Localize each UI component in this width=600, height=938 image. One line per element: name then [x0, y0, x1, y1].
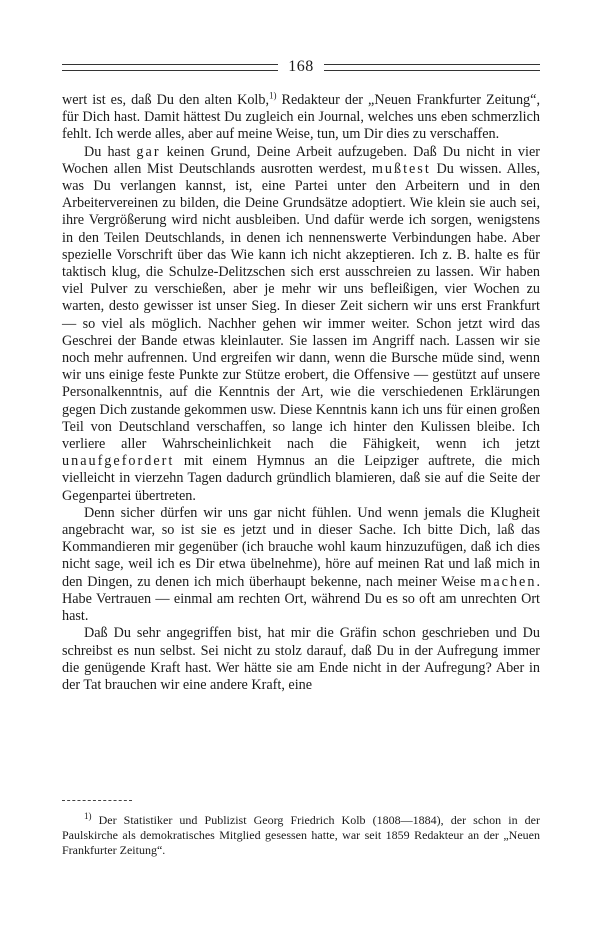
paragraph-3 [62, 505, 540, 625]
header-rule-right [324, 64, 540, 71]
emphasis-text: machen [480, 573, 537, 590]
paragraph-text: Redakteur der „Neuen Frankfurter Zeitung“, für Dich hast. Damit hättest Du zugleich ein Journal, welches uns eben schmerzlich fehlt. Ich werde alles, aber auf meine Weise, tun, um Dir dies zu verschaffen. [62, 92, 540, 143]
paragraph-text: Du wissen. Alles, was Du verlangen kannst, ist, eine Partei unter den Arbeitern und in den Arbeitervereinen zu bilden, die Deine Grundsätze adoptiert. Wie klein sie auch sei, ihre Vergrößerung wird nicht ausbleiben. Und dafür werde ich sorgen, wenigstens in den Teilen Deutschlands, in denen ich nennenswerte Verbindungen habe. Aber spezielle Vorschrift über das Wie kann ich nicht akzeptieren. Ich z. B. halte es für taktisch klug, die Schulze-Delitzschen sich erst ausschreien zu lassen. Wir haben viel Pulver zu verschießen, aber je mehr wir uns befleißigen, vier Wochen zu warten, desto gewisser ist unser Sieg. In dieser Zeit sichern wir uns erst Frankfurt — so viel als möglich. Nachher gehen wir immer weiter. Schon jetzt wird das Geschrei der Bande etwas kleinlauter. Sie lassen im Angriff nach. Lassen wir sie noch mehr aufrennen. Und ergreifen wir dann, wenn die Bursche müde sind, wenn wir uns einige feste Punkte zur Stütze erobert, die Offensive — gestützt auf unsere Personalkenntnis, auf die Kenntnis der Art, wie die verschiedenen Erklärungen gegen Dich zustande gekommen usw. Diese Kenntnis kann ich uns für einen großen Teil von Deutschland verschaffen, so lange ich hinter den Kulissen bleibe. Ich verliere aller Wahrscheinlichkeit nach die Fähigkeit, wenn ich jetzt [62, 160, 540, 453]
body-text [62, 92, 540, 694]
paragraph-text: wert ist es, daß Du den alten Kolb, [62, 92, 270, 108]
footnote-reference: 1) [269, 90, 277, 101]
footnote-marker: 1) [84, 811, 92, 821]
paragraph-text: Denn sicher dürfen wir uns gar nicht fühlen. Und wenn jemals die Klugheit angebracht war, so ist sie es jetzt und in dieser Sache. Ich bitte Dich, laß das Kommandieren mir gegenüber (ich brauche wohl kaum hinzuzufügen, daß ich dies nicht sage, weil ich es Dir etwa übelnehme), höre auf meinen Rat und laß mich in den Dingen, zu denen ich mich überhaupt bekenne, nach meiner Weise [62, 504, 540, 590]
footnote-divider [62, 800, 132, 801]
page-header [62, 56, 540, 78]
footnote [62, 813, 540, 858]
emphasis-text: gar [136, 143, 161, 160]
paragraph-1 [62, 92, 540, 144]
header-rule-left [62, 64, 278, 71]
emphasis-text: mußtest [371, 160, 431, 177]
footnote-text: Der Statistiker und Publizist Georg Friedrich Kolb (1808—1884), der schon in der Paulskirche als demokratisches Mitglied gesessen hatte, war seit 1859 Redakteur an der „Neuen Frankfurter Zeitung“. [62, 813, 540, 857]
paragraph-text: . Habe Vertrauen — einmal am rechten Ort, während Du es so oft am unrechten Ort hast. [62, 573, 540, 625]
paragraph-text: Du hast [84, 143, 137, 160]
emphasis-text: unaufgefordert [62, 453, 175, 470]
paragraph-4 [62, 625, 540, 694]
paragraph-text: mit einem Hymnus an die Leipziger auftrete, die mich vielleicht in vierzehn Tagen dadurch gründlich blamieren, daß sie auf die Seite der Gegenpartei übertreten. [62, 453, 540, 504]
page-number: 168 [288, 58, 314, 75]
paragraph-text: Daß Du sehr angegriffen bist, hat mir die Gräfin schon geschrieben und Du schreibst es nun selbst. Sei nicht zu stolz darauf, daß Du in der Aufregung immer die genügende Kraft hast. Wer hätte sie am Ende nicht in der Aufregung? Aber in der Tat brauchen wir eine andere Kraft, eine [62, 625, 540, 693]
footnote-area [62, 800, 540, 858]
paragraph-text: keinen Grund, Deine Arbeit aufzugeben. Daß Du nicht in vier Wochen allen Mist Deutschlands ausrotten werdest, [62, 143, 540, 177]
paragraph-2 [62, 144, 540, 505]
